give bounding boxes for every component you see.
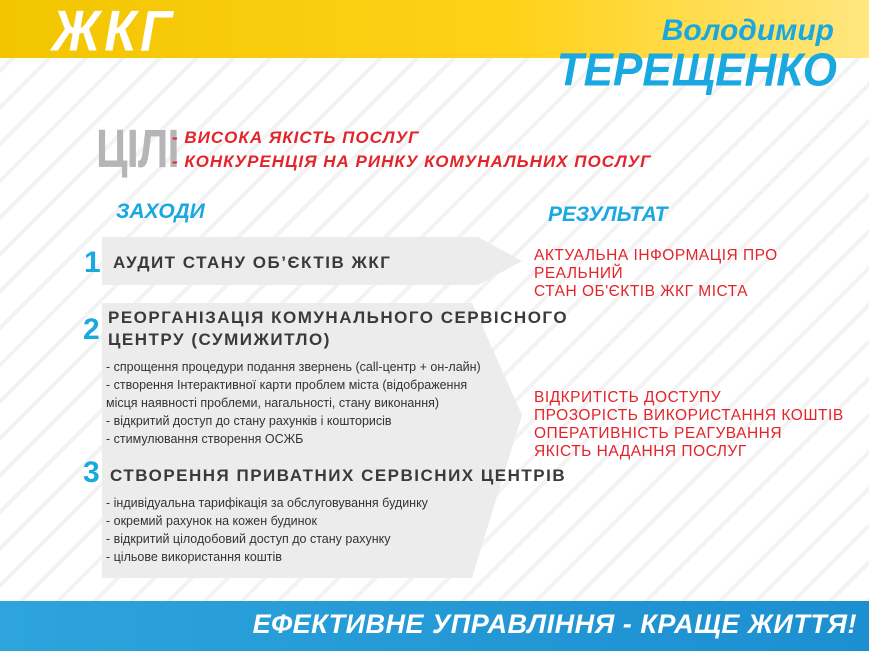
goal-item: - ВИСОКА ЯКІСТЬ ПОСЛУГ: [172, 128, 420, 147]
step-number: 2: [83, 313, 100, 346]
list-item: - відкритий доступ до стану рахунків і кошторисів: [106, 414, 392, 428]
step-3-bullets: [106, 494, 428, 566]
page-title: ЖКГ: [52, 0, 177, 64]
result-line: ВІДКРИТІСТЬ ДОСТУПУ: [534, 389, 722, 406]
result-2: [534, 389, 844, 461]
result-line: ОПЕРАТИВНІСТЬ РЕАГУВАННЯ: [534, 425, 783, 442]
step-2-bullets: [106, 358, 481, 448]
measures-heading: ЗАХОДИ: [116, 200, 205, 223]
list-item: - індивідуальна тарифікація за обслуговування будинку: [106, 496, 428, 510]
step-3-title: СТВОРЕННЯ ПРИВАТНИХ СЕРВІСНИХ ЦЕНТРІВ: [110, 466, 567, 485]
step-number: 1: [84, 246, 101, 279]
author-last-name: ТЕРЕЩЕНКО: [556, 44, 837, 97]
list-item: - окремий рахунок на кожен будинок: [106, 514, 317, 528]
goals-label: ЦІЛІ: [96, 119, 179, 179]
footer-slogan: ЕФЕКТИВНЕ УПРАВЛІННЯ - КРАЩЕ ЖИТТЯ!: [252, 609, 857, 639]
list-item: - цільове використання коштів: [106, 550, 282, 564]
step-2-title: [108, 307, 568, 351]
result-1: [534, 247, 869, 301]
list-item: - створення Інтерактивної карти проблем міста (відображення: [106, 378, 468, 392]
step-2-title-line: РЕОРГАНІЗАЦІЯ КОМУНАЛЬНОГО СЕРВІСНОГО: [108, 308, 569, 327]
result-line: ЯКІСТЬ НАДАННЯ ПОСЛУГ: [534, 443, 747, 460]
goal-item: - КОНКУРЕНЦІЯ НА РИНКУ КОМУНАЛЬНИХ ПОСЛУГ: [172, 152, 652, 171]
list-item: - відкритий цілодобовий доступ до стану рахунку: [106, 532, 391, 546]
result-line: СТАН ОБ'ЄКТІВ ЖКГ МІСТА: [534, 283, 748, 300]
step-2-title-line: ЦЕНТРУ (СУМИЖИТЛО): [108, 330, 331, 349]
author-first-name: Володимир: [661, 14, 834, 47]
result-line: ПРОЗОРІСТЬ ВИКОРИСТАННЯ КОШТІВ: [534, 407, 844, 424]
footer-bar: [0, 601, 869, 651]
step-number: 3: [83, 456, 100, 489]
step-1-title: АУДИТ СТАНУ ОБ’ЄКТІВ ЖКГ: [113, 253, 392, 272]
result-heading: РЕЗУЛЬТАТ: [548, 203, 668, 226]
list-item: - стимулювання створення ОСЖБ: [106, 432, 304, 446]
list-item: місця наявності проблеми, нагальності, стану виконання): [106, 396, 440, 410]
result-line: АКТУАЛЬНА ІНФОРМАЦІЯ ПРО РЕАЛЬНИЙ: [534, 247, 778, 282]
list-item: - спрощення процедури подання звернень (call-центр + он-лайн): [106, 360, 481, 374]
